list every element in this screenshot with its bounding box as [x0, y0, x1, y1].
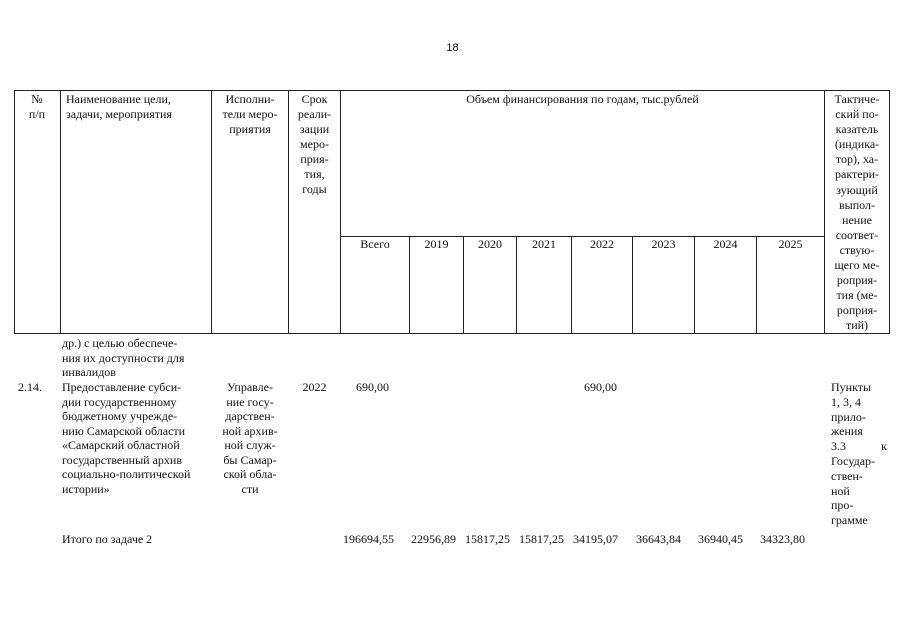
- header-executors: Исполни- тели меро- приятия: [222, 92, 278, 136]
- header-year-2025: 2025: [778, 237, 803, 251]
- header-year-2024: 2024: [713, 237, 738, 251]
- total-2020: 15817,25: [465, 532, 510, 546]
- row-indicator: Пункты 1, 3, 4 прило- жения 3.3 к Государ- ствен- ной про- грамме: [831, 380, 887, 528]
- header-year-total: Всего: [360, 237, 390, 251]
- total-2025: 34323,80: [760, 532, 805, 546]
- total-2019: 22956,89: [411, 532, 456, 546]
- total-2023: 36643,84: [636, 532, 681, 546]
- row-number: 2.14.: [18, 380, 42, 394]
- header-indicator: Тактиче- ский по- казатель (индика- тор), ха- рактери- зующий выпол- нение соответ- ствую- щего ме- роприя- тия (ме- роприя- тий): [834, 92, 880, 333]
- row-total: 690,00: [356, 380, 389, 394]
- row-executor: Управле- ние госу- дарствен- ной архив- ной служ- бы Самар- ской обла- сти: [222, 380, 278, 496]
- continuation-text: др.) с целью обеспече- ния их доступности для инвалидов: [62, 336, 185, 379]
- header-year-2020: 2020: [478, 237, 502, 251]
- table-header: [0, 90, 905, 334]
- total-label: Итого по задаче 2: [62, 532, 153, 546]
- header-year-2019: 2019: [424, 237, 449, 251]
- row-name: Предоставление субси- дии государственному бюджетному учрежде- нию Самарской области «Самарский областной государственный архив социально-политической истории»: [62, 380, 191, 496]
- page-number: 18: [446, 42, 459, 54]
- total-2021: 15817,25: [519, 532, 564, 546]
- row-term: 2022: [302, 380, 327, 394]
- header-year-2021: 2021: [532, 237, 556, 251]
- header-funding: Объем финансирования по годам, тыс.рублей: [466, 92, 699, 106]
- total-2022: 34195,07: [573, 532, 618, 546]
- total-2024: 36940,45: [698, 532, 743, 546]
- header-term: Срок реали- зации меро- прия- тия, годы: [297, 92, 332, 196]
- header-year-2022: 2022: [590, 237, 614, 251]
- row-2022: 690,00: [584, 380, 617, 394]
- header-year-2023: 2023: [651, 237, 676, 251]
- total-all: 196694,55: [343, 532, 394, 546]
- header-number: № п/п: [28, 92, 46, 121]
- header-name: Наименование цели, задачи, мероприятия: [66, 92, 172, 121]
